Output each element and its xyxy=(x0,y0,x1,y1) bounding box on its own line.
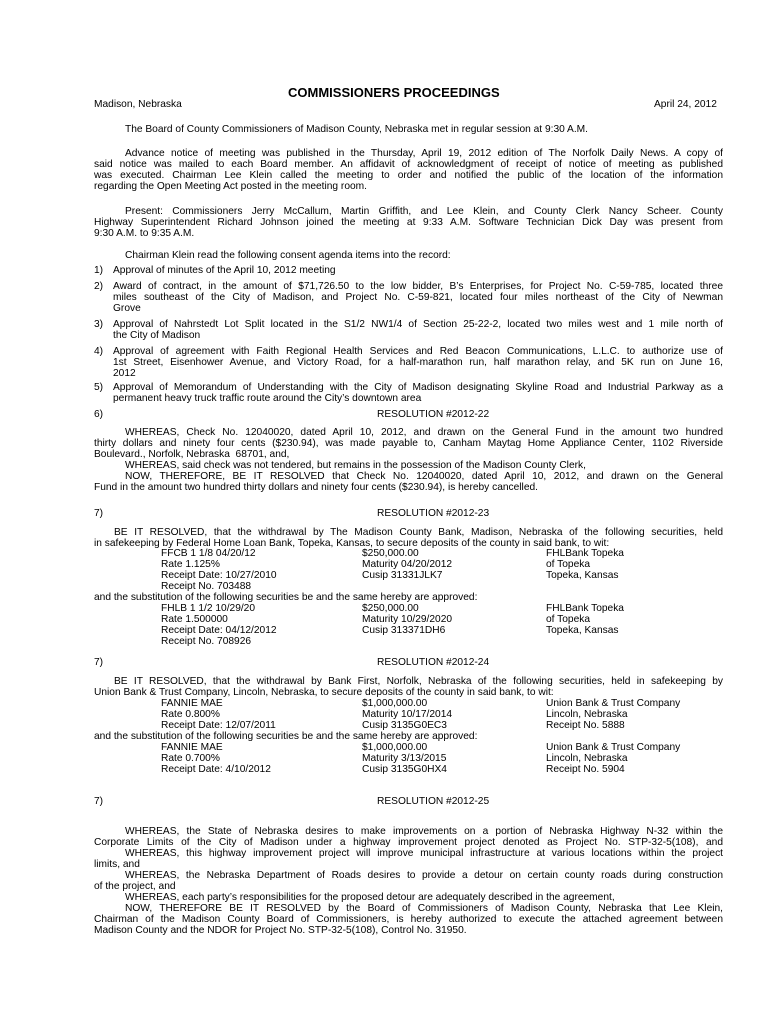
approved-securities-cell: $1,000,000.00 xyxy=(362,742,428,753)
meeting-date: April 24, 2012 xyxy=(654,99,717,110)
withdrawn-securities-cell: $250,000.00 xyxy=(362,548,419,559)
consent-agenda-intro: Chairman Klein read the following consent agenda items into the record: xyxy=(125,250,451,261)
withdrawn-securities-cell: Receipt No. 703488 xyxy=(161,581,252,592)
approved-securities-cell: Rate 1.500000 xyxy=(161,614,228,625)
withdrawn-securities-cell: Rate 0.800% xyxy=(161,709,220,720)
resolution-2012-25-number: 7) xyxy=(94,796,104,807)
resolution-2012-25-line: WHEREAS, each party’s responsibilities for the proposed detour are adequately described in the agreement, xyxy=(125,892,615,903)
withdrawn-securities-cell: Cusip 3135G0EC3 xyxy=(362,720,447,731)
consent-item-text: Grove xyxy=(113,303,141,314)
withdrawn-securities-cell: Union Bank & Trust Company xyxy=(546,698,681,709)
resolution-2012-25-line: of the project, and xyxy=(94,881,176,892)
consent-item-text: Award of contract, in the amount of $71,726.50 to the low bidder, B’s Enterprises, for Project No. C-59-785, located three xyxy=(113,281,723,292)
resolution-2012-22-title: RESOLUTION #2012-22 xyxy=(377,409,490,420)
approved-securities-cell: Cusip 3135G0HX4 xyxy=(362,764,447,775)
resolution-2012-24-line: BE IT RESOLVED, that the withdrawal by Bank First, Norfolk, Nebraska of the following securities, held in safekeeping by xyxy=(114,676,723,687)
consent-item-text: Approval of agreement with Faith Regional Health Services and Red Beacon Communications, L.L.C. to authorize use of xyxy=(113,346,723,357)
withdrawn-securities-cell: Lincoln, Nebraska xyxy=(546,709,628,720)
approved-securities-cell: Receipt No. 708926 xyxy=(161,636,252,647)
withdrawn-securities-cell: Receipt Date: 10/27/2010 xyxy=(161,570,277,581)
resolution-2012-24-line: Union Bank & Trust Company, Lincoln, Nebraska, to secure deposits of the county in said bank, to wit: xyxy=(94,687,554,698)
consent-item-text: permanent heavy truck traffic route around the City’s downtown area xyxy=(113,393,422,404)
resolution-2012-25-line: NOW, THEREFORE BE IT RESOLVED by the Board of Commissioners of Madison County, Nebraska that Lee Klein, xyxy=(125,903,723,914)
resolution-2012-22-line: thirty dollars and ninety four cents ($230.94), was made payable to, Canham Maytag Home Appliance Center, 1102 Riverside xyxy=(94,438,723,449)
approved-securities-cell: Receipt No. 5904 xyxy=(546,764,625,775)
resolution-2012-22-number: 6) xyxy=(94,409,104,420)
withdrawn-securities-cell: Cusip 31331JLK7 xyxy=(362,570,443,581)
resolution-2012-22-line: WHEREAS, Check No. 12040020, dated April 10, 2012, and drawn on the General Fund in the amount two hundred xyxy=(125,427,723,438)
resolution-2012-25-line: Corporate Limits of the City of Madison under a highway improvement project denoted as Project No. STP-32-5(108), and xyxy=(94,837,723,848)
notice-paragraph-line: said notice was mailed to each Board member. An affidavit of acknowledgment of receipt of notice of meeting as published xyxy=(94,159,723,170)
withdrawn-securities-cell: $1,000,000.00 xyxy=(362,698,428,709)
notice-paragraph-line: regarding the Open Meeting Act posted in the meeting room. xyxy=(94,181,367,192)
resolution-2012-22-line: NOW, THEREFORE, BE IT RESOLVED that Check No. 12040020, dated April 10, 2012, and drawn on the General xyxy=(125,471,723,482)
withdrawn-securities-cell: of Topeka xyxy=(546,559,590,570)
consent-item-number: 3) xyxy=(94,319,104,330)
consent-item-number: 2) xyxy=(94,281,104,292)
present-paragraph-line: Highway Superintendent Richard Johnson joined the meeting at 9:33 A.M. Software Technician Dick Day was present from xyxy=(94,217,723,228)
resolution-2012-24-title: RESOLUTION #2012-24 xyxy=(377,657,490,668)
resolution-2012-25-line: Madison County and the NDOR for Project No. STP-32-5(108), Control No. 31950. xyxy=(94,925,467,936)
approved-securities-cell: Maturity 3/13/2015 xyxy=(362,753,447,764)
resolution-2012-25-line: Chairman of the Madison County Board of Commissioners, is hereby authorized to execute the attached agreement between xyxy=(94,914,723,925)
approved-securities-cell: $250,000.00 xyxy=(362,603,419,614)
approved-securities-cell: Cusip 313371DH6 xyxy=(362,625,446,636)
consent-item-text: 1st Street, Eisenhower Avenue, and Victory Road, for a half-marathon run, half marathon relay, and 5K run on June 16, xyxy=(113,357,723,368)
notice-paragraph-line: was executed. Chairman Lee Klein called the meeting to order and notified the public of the location of the information xyxy=(94,170,723,181)
resolution-2012-22-line: Boulevard., Norfolk, Nebraska 68701, and, xyxy=(94,449,290,460)
withdrawn-securities-cell: FANNIE MAE xyxy=(161,698,223,709)
approved-securities-cell: Union Bank & Trust Company xyxy=(546,742,681,753)
withdrawn-securities-cell: Receipt Date: 12/07/2011 xyxy=(161,720,276,731)
approved-securities-cell: Rate 0.700% xyxy=(161,753,220,764)
present-paragraph-line: Present: Commissioners Jerry McCallum, Martin Griffith, and Lee Klein, and County Clerk Nancy Scheer. County xyxy=(125,206,723,217)
resolution-2012-25-line: WHEREAS, this highway improvement project will improve municipal infrastructure at various locations within the project xyxy=(125,848,723,859)
notice-paragraph-line: Advance notice of meeting was published in the Thursday, April 19, 2012 edition of The Norfolk Daily News. A copy of xyxy=(125,148,723,159)
consent-item-number: 1) xyxy=(94,265,104,276)
consent-item-text: miles southeast of the City of Madison, and Project No. C-59-821, located four miles northeast of the City of Newman xyxy=(113,292,723,303)
resolution-2012-25-line: WHEREAS, the State of Nebraska desires to make improvements on a portion of Nebraska Highway N-32 within the xyxy=(125,826,723,837)
approved-securities-cell: Maturity 10/29/2020 xyxy=(362,614,453,625)
withdrawn-securities-cell: Receipt No. 5888 xyxy=(546,720,625,731)
resolution-2012-22-line: WHEREAS, said check was not tendered, but remains in the possession of the Madison County Clerk, xyxy=(125,460,586,471)
present-paragraph-line: 9:30 A.M. to 9:35 A.M. xyxy=(94,228,195,239)
approved-securities-cell: Receipt Date: 4/10/2012 xyxy=(161,764,271,775)
substitution-text: and the substitution of the following securities be and the same hereby are approved: xyxy=(94,731,478,742)
resolution-2012-23-line: BE IT RESOLVED, that the withdrawal by The Madison County Bank, Madison, Nebraska of the following securities, held xyxy=(114,527,723,538)
consent-item-number: 4) xyxy=(94,346,104,357)
withdrawn-securities-cell: Topeka, Kansas xyxy=(546,570,619,581)
withdrawn-securities-cell: FHLBank Topeka xyxy=(546,548,624,559)
resolution-2012-23-title: RESOLUTION #2012-23 xyxy=(377,508,490,519)
consent-item-text: Approval of Nahrstedt Lot Split located in the S1/2 NW1/4 of Section 25-22-2, located two miles west and 1 mile north of xyxy=(113,319,723,330)
resolution-2012-25-line: limits, and xyxy=(94,859,140,870)
meeting-location: Madison, Nebraska xyxy=(94,99,182,110)
resolution-2012-25-title: RESOLUTION #2012-25 xyxy=(377,796,490,807)
approved-securities-cell: FANNIE MAE xyxy=(161,742,223,753)
approved-securities-cell: FHLBank Topeka xyxy=(546,603,624,614)
consent-item-text: Approval of Memorandum of Understanding with the City of Madison designating Skyline Road and Industrial Parkway as a xyxy=(113,382,723,393)
resolution-2012-22-line: Fund in the amount two hundred thirty dollars and ninety four cents ($230.94), is hereby cancelled. xyxy=(94,482,538,493)
page-title: COMMISSIONERS PROCEEDINGS xyxy=(288,85,500,100)
approved-securities-cell: of Topeka xyxy=(546,614,590,625)
consent-item-text: the City of Madison xyxy=(113,330,201,341)
consent-item-text: Approval of minutes of the April 10, 2012 meeting xyxy=(113,265,336,276)
approved-securities-cell: Lincoln, Nebraska xyxy=(546,753,628,764)
resolution-2012-23-number: 7) xyxy=(94,508,104,519)
resolution-2012-24-number: 7) xyxy=(94,657,104,668)
approved-securities-cell: Receipt Date: 04/12/2012 xyxy=(161,625,277,636)
withdrawn-securities-cell: Maturity 04/20/2012 xyxy=(362,559,453,570)
withdrawn-securities-cell: Maturity 10/17/2014 xyxy=(362,709,453,720)
withdrawn-securities-cell: Rate 1.125% xyxy=(161,559,220,570)
approved-securities-cell: Topeka, Kansas xyxy=(546,625,619,636)
substitution-text: and the substitution of the following securities be and the same hereby are approved: xyxy=(94,592,478,603)
resolution-2012-25-line: WHEREAS, the Nebraska Department of Roads desires to provide a detour on certain county roads during construction xyxy=(125,870,723,881)
withdrawn-securities-cell: FFCB 1 1/8 04/20/12 xyxy=(161,548,256,559)
intro-text: The Board of County Commissioners of Madison County, Nebraska met in regular session at 9:30 A.M. xyxy=(125,124,588,135)
resolution-2012-23-line: in safekeeping by Federal Home Loan Bank, Topeka, Kansas, to secure deposits of the county in said bank, to wit: xyxy=(94,538,610,549)
consent-item-number: 5) xyxy=(94,382,104,393)
approved-securities-cell: FHLB 1 1/2 10/29/20 xyxy=(161,603,256,614)
consent-item-text: 2012 xyxy=(113,368,136,379)
